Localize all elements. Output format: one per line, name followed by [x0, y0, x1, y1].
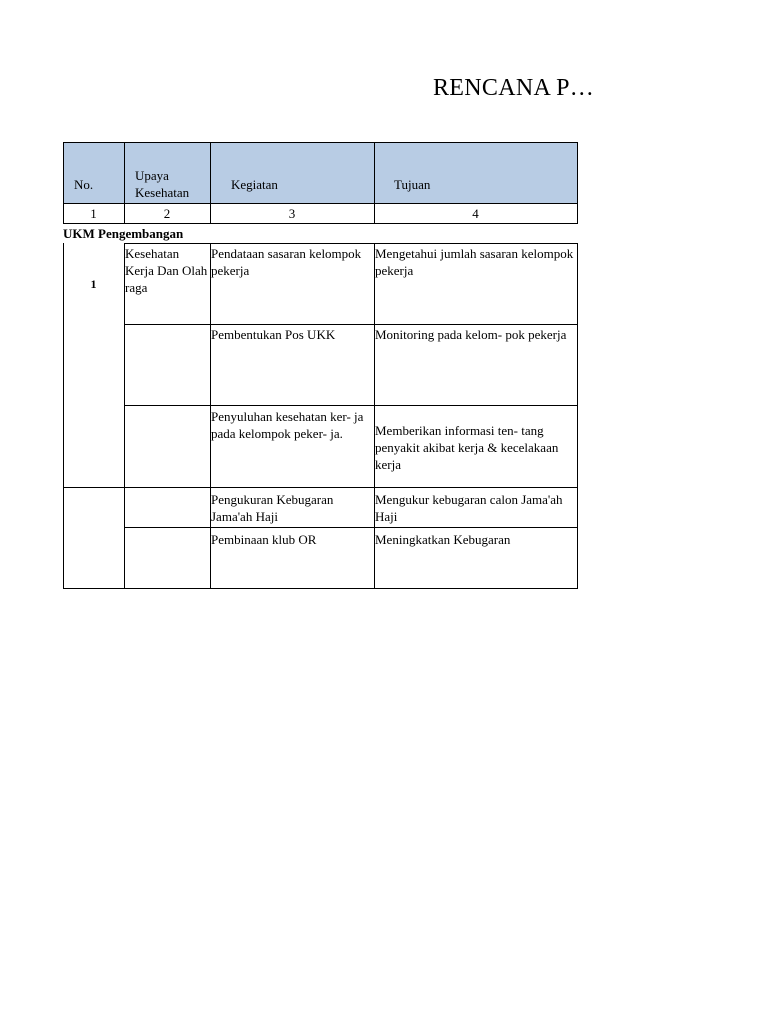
header-tujuan: Tujuan: [394, 177, 431, 192]
grid-line: [63, 487, 578, 488]
grid-line: [63, 588, 578, 589]
group-upaya-kesehatan: Kesehatan Kerja Dan Olah raga: [125, 246, 208, 295]
row-2-kegiatan: Pembentukan Pos UKK: [211, 327, 336, 342]
column-number-2: 2: [163, 206, 171, 221]
header-no: No.: [74, 177, 94, 192]
grid-line: [63, 142, 64, 224]
grid-line: [63, 203, 578, 204]
row-1-tujuan: Mengetahui jumlah sasaran kelompok pekerja: [375, 246, 574, 278]
grid-line: [63, 243, 64, 589]
grid-line: [63, 142, 578, 143]
grid-line: [374, 243, 375, 589]
column-number-4: 4: [472, 206, 479, 221]
row-4-tujuan: Mengukur kebugaran calon Jama'ah Haji: [375, 492, 563, 524]
header-upaya-kesehatan: Upaya Kesehatan: [135, 168, 190, 200]
page-title-container: [433, 72, 595, 104]
row-5-tujuan: Meningkatkan Kebugaran: [375, 532, 511, 547]
grid-line: [577, 243, 578, 589]
grid-line: [124, 243, 578, 244]
column-number-1: 1: [90, 206, 97, 221]
grid-line: [210, 142, 211, 224]
grid-line: [124, 324, 578, 325]
header-kegiatan: Kegiatan: [231, 177, 278, 192]
grid-line: [124, 405, 578, 406]
column-number-3: 3: [288, 206, 296, 221]
grid-line: [124, 243, 125, 589]
group-number: 1: [90, 277, 97, 291]
grid-line: [374, 142, 375, 224]
row-3-kegiatan: Penyuluhan kesehatan ker- ja pada kelompok peker- ja.: [211, 409, 364, 441]
grid-line: [63, 223, 578, 224]
grid-line: [124, 142, 125, 224]
row-4-kegiatan: Pengukuran Kebugaran Jama'ah Haji: [211, 492, 334, 524]
row-3-tujuan: Memberikan informasi ten- tang penyakit akibat kerja & kecelakaan kerja: [375, 423, 559, 472]
row-1-kegiatan: Pendataan sasaran kelompok pekerja: [211, 246, 362, 278]
row-2-tujuan: Monitoring pada kelom- pok pekerja: [375, 327, 567, 342]
row-5-kegiatan: Pembinaan klub OR: [211, 532, 317, 547]
section-label: UKM Pengembangan: [63, 226, 184, 241]
grid-line: [577, 142, 578, 224]
grid-line: [124, 527, 578, 528]
grid-line: [210, 243, 211, 589]
page-title: RENCANA P…: [433, 75, 595, 101]
